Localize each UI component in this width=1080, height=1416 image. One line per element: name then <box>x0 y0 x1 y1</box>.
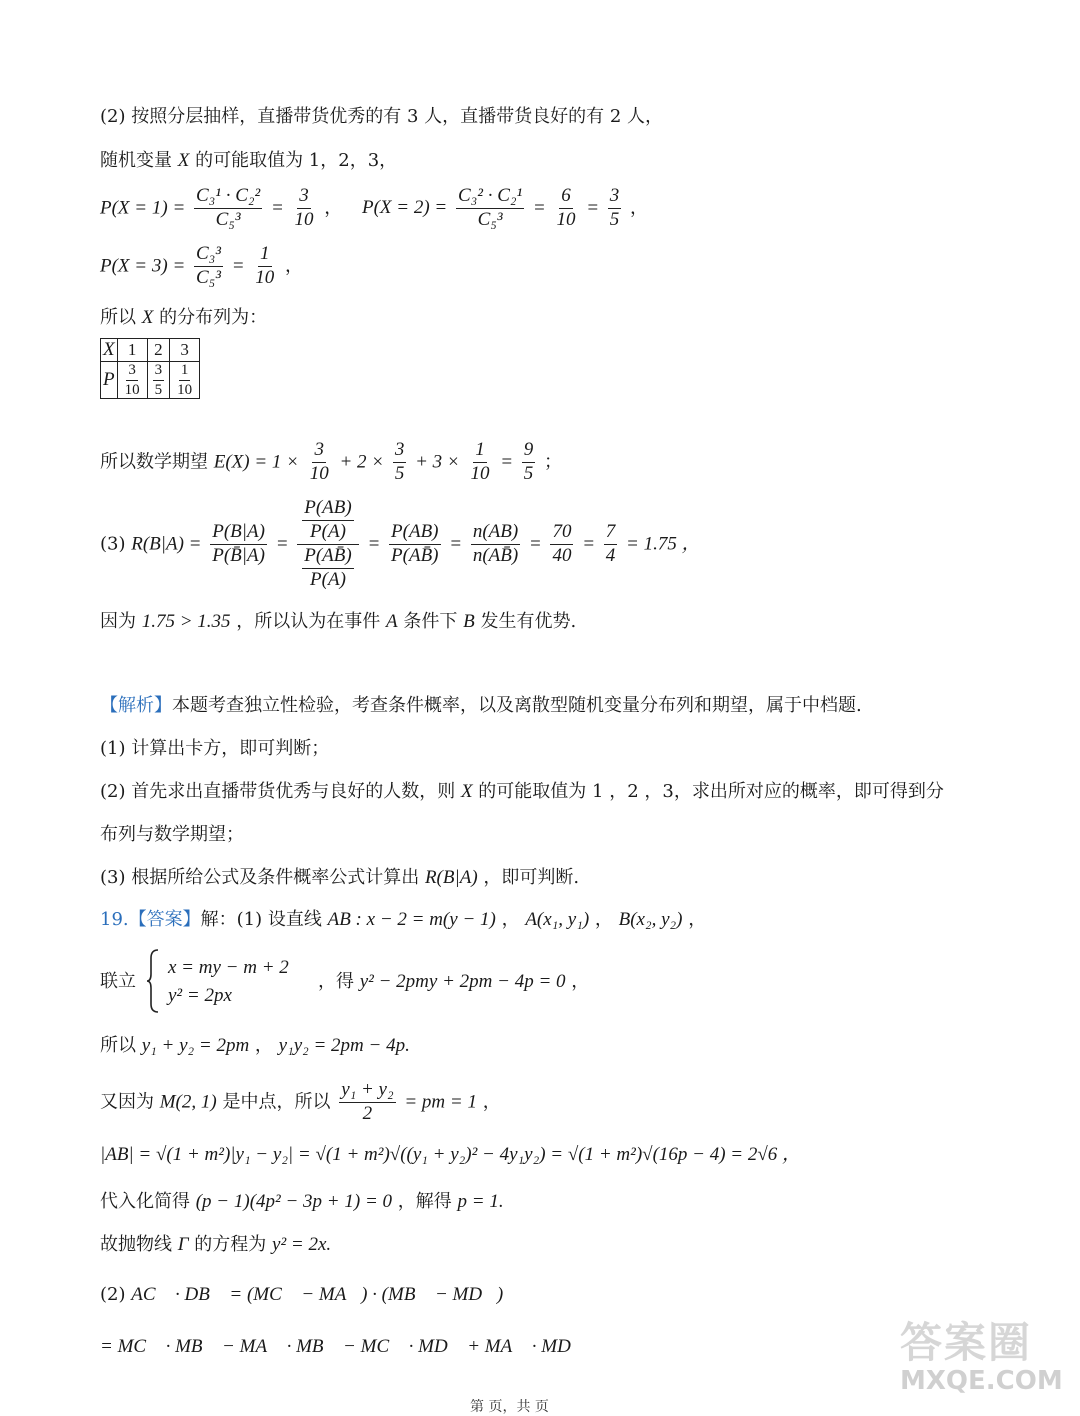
numerator: 9 <box>522 440 536 463</box>
math: y² − 2pmy + 2pm − 4p = 0 <box>359 971 566 992</box>
text: ，即可判断. <box>483 867 580 888</box>
fraction <box>339 1080 395 1125</box>
math: X <box>141 307 154 328</box>
denominator: 10 <box>309 462 329 484</box>
math: P(X = 2) = <box>361 197 448 219</box>
fraction <box>302 498 353 543</box>
denominator: P(A) <box>310 520 346 542</box>
text-line <box>100 866 579 890</box>
math: = <box>275 533 289 555</box>
math: E(X) = 1 × <box>213 451 299 473</box>
text: ， <box>324 197 343 219</box>
numerator: P(AB̄) <box>302 546 353 569</box>
numerator: 3 <box>126 362 138 381</box>
denominator: 10 <box>177 381 193 398</box>
denominator: 10 <box>124 381 140 398</box>
left-brace <box>146 948 160 1014</box>
text: 的可能取值为 1，2，3， <box>195 150 398 171</box>
compound-fraction <box>297 498 358 591</box>
math: P(X = 3) = <box>100 255 186 277</box>
text: ， <box>594 909 613 930</box>
math: AC⃗ · DB⃗ = (MC⃗ − MA⃗) · (MB⃗ − MD⃗) <box>131 1284 504 1305</box>
denominator: 5 <box>154 381 163 398</box>
math: A <box>386 611 398 632</box>
fraction <box>456 186 524 231</box>
text: 解：(1) 设直线 <box>200 909 322 930</box>
text: 的分布列为： <box>159 307 268 328</box>
text: 联立 <box>100 971 136 992</box>
formula-line <box>100 440 562 485</box>
denominator: P(B̄|A) <box>212 544 265 566</box>
numerator: 3 <box>393 440 407 463</box>
formula-line <box>100 498 701 591</box>
denominator: C₅³ <box>215 208 241 230</box>
question-number: 19. <box>100 909 129 930</box>
text-line: (2) 按照分层抽样，直播带货优秀的有 3 人，直播带货良好的有 2 人， <box>100 106 664 127</box>
fraction <box>302 546 353 591</box>
page-footer: 第 页，共 页 <box>470 1399 549 1415</box>
math: + 2 × <box>339 451 385 473</box>
text: (3) <box>100 533 126 555</box>
formula-line <box>100 186 648 231</box>
math: B(x₂, y₂) <box>618 909 683 930</box>
table-cell: 1 <box>117 339 147 362</box>
math: y₁y₂ = 2pm − 4p. <box>278 1035 410 1056</box>
text: 故抛物线 <box>100 1234 172 1255</box>
fraction <box>153 362 165 398</box>
text-line <box>100 780 944 804</box>
text: 的方程为 <box>194 1234 267 1255</box>
text: (2) 首先求出直播带货优秀与良好的人数，则 <box>100 781 456 802</box>
denominator: 10 <box>470 462 490 484</box>
text: 的可能取值为 1 ，2 ，3，求出所对应的概率，即可得到分 <box>478 781 944 802</box>
denominator: 10 <box>255 266 275 288</box>
table-cell <box>117 362 147 399</box>
math: M(2, 1) <box>159 1091 217 1113</box>
watermark-logo: 答案圈 <box>900 1318 1033 1367</box>
math: = <box>270 197 284 219</box>
text: ， <box>571 971 590 992</box>
table-cell: 3 <box>170 339 200 362</box>
text: (3) 根据所给公式及条件概率公式计算出 <box>100 867 420 888</box>
fraction <box>393 440 407 485</box>
numerator: 3 <box>608 186 622 209</box>
text-line: (1) 计算出卡方，即可判断； <box>100 738 330 759</box>
formula-line <box>100 1080 501 1125</box>
text: 又因为 <box>100 1091 154 1113</box>
text: 本题考查独立性检验，考查条件概率，以及离散型随机变量分布列和期望，属于中档题. <box>172 695 862 716</box>
numerator: P(B|A) <box>210 522 267 545</box>
text: ，得 <box>318 971 354 992</box>
fraction <box>389 522 440 567</box>
fraction <box>468 440 491 485</box>
text: ， <box>482 1091 501 1113</box>
math: y₁ + y₂ = 2pm <box>141 1035 250 1056</box>
text: 所以数学期望 <box>100 451 208 473</box>
math: = <box>528 533 542 555</box>
analysis-tag: 【解析】 <box>100 695 172 716</box>
denominator: P(A) <box>310 568 346 590</box>
numerator: C₃³ <box>194 244 223 267</box>
text-line <box>100 694 862 718</box>
numerator: C₃² · C₂¹ <box>456 186 524 209</box>
text: 发生有优势. <box>480 611 577 632</box>
fraction <box>293 186 316 231</box>
text: ， <box>630 197 648 219</box>
numerator: 3 <box>297 186 311 209</box>
table-cell <box>170 362 200 399</box>
math: Γ <box>177 1234 189 1255</box>
denominator: n(AB̄) <box>472 544 519 566</box>
text-line <box>100 1233 331 1257</box>
fraction <box>253 244 276 289</box>
denominator: 5 <box>609 208 620 230</box>
fraction <box>308 440 331 485</box>
math: = <box>500 451 514 473</box>
denominator: P(AB̄) <box>391 544 439 566</box>
text-line <box>100 610 576 634</box>
denominator: 5 <box>394 462 405 484</box>
watermark-text: MXQE.COM <box>900 1366 1063 1396</box>
text-line <box>318 970 589 994</box>
watermark <box>900 1310 1070 1405</box>
formula-line <box>100 244 303 289</box>
text: ； <box>544 451 563 473</box>
math: = <box>582 533 596 555</box>
numerator: n(AB) <box>471 522 520 545</box>
math: R(B|A) = <box>131 533 202 555</box>
numerator <box>297 498 358 545</box>
math: 1.75 > 1.35 <box>141 611 231 632</box>
math: A(x₁, y₁) <box>525 909 590 930</box>
text-line <box>100 306 267 330</box>
table-cell <box>147 362 170 399</box>
text-line <box>100 1190 504 1214</box>
denominator: 2 <box>362 1102 373 1124</box>
fraction <box>471 522 520 567</box>
distribution-table <box>100 338 200 399</box>
math: (p − 1)(4p² − 3p + 1) = 0 <box>195 1191 393 1212</box>
math: X <box>177 150 190 171</box>
denominator: C₅³ <box>477 208 503 230</box>
fraction <box>123 362 142 398</box>
text: ， <box>285 255 304 277</box>
math: AB : x − 2 = m(y − 1) <box>327 909 496 930</box>
math: p = 1. <box>457 1191 504 1212</box>
numerator: y₁ + y₂ <box>339 1080 395 1103</box>
numerator: 3 <box>153 362 165 381</box>
table-row <box>101 362 200 399</box>
numerator: 1 <box>179 362 191 381</box>
text: 是中点，所以 <box>222 1091 331 1113</box>
numerator: C₃¹ · C₂² <box>194 186 262 209</box>
text-line <box>100 970 136 994</box>
table-cell: X <box>101 339 118 362</box>
math: = <box>449 533 463 555</box>
text: ，解得 <box>397 1191 452 1212</box>
fraction <box>554 186 577 231</box>
numerator: 3 <box>312 440 326 463</box>
formula-line <box>100 1283 503 1307</box>
text: 所以 <box>100 307 136 328</box>
text: 因为 <box>100 611 136 632</box>
table-row <box>101 339 200 362</box>
math: B <box>463 611 475 632</box>
denominator: C₅³ <box>196 266 221 288</box>
numerator: 6 <box>559 186 573 209</box>
fraction <box>194 186 262 231</box>
math: R(B|A) <box>424 867 478 888</box>
text: ， <box>688 909 707 930</box>
formula-line: = MC⃗ · MB⃗ − MA⃗ · MB⃗ − MC⃗ · MD⃗ + MA⃗ · MD⃗ <box>100 1336 586 1357</box>
math: + 3 × <box>415 451 460 473</box>
denominator: 10 <box>556 208 576 230</box>
table-cell: 2 <box>147 339 170 362</box>
denominator: 4 <box>605 544 616 566</box>
system-equation-2: y² = 2px <box>168 985 232 1006</box>
text: 随机变量 <box>100 150 172 171</box>
text: 代入化简得 <box>100 1191 190 1212</box>
math: = 1.75 ， <box>626 533 701 555</box>
text: ，所以认为在事件 <box>236 611 381 632</box>
math: = pm = 1 <box>404 1091 477 1113</box>
fraction <box>175 362 194 398</box>
text-line <box>100 149 397 173</box>
denominator <box>297 545 358 591</box>
fraction <box>194 244 223 289</box>
math: y² = 2x. <box>272 1234 332 1255</box>
fraction <box>608 186 622 231</box>
text-line: 布列与数学期望； <box>100 824 244 845</box>
math: = <box>586 197 600 219</box>
fraction <box>604 522 618 567</box>
text: ， <box>254 1035 273 1056</box>
math: P(X = 1) = <box>100 197 186 219</box>
numerator: 1 <box>258 244 272 267</box>
text: (2) <box>100 1284 126 1305</box>
text-line <box>100 908 706 932</box>
denominator: 10 <box>294 208 314 230</box>
math: X <box>460 781 473 802</box>
math: = <box>231 255 245 277</box>
denominator: 40 <box>552 544 572 566</box>
text: 所以 <box>100 1035 136 1056</box>
fraction <box>522 440 536 485</box>
numerator: 1 <box>473 440 487 463</box>
text: ， <box>501 909 520 930</box>
text-line <box>100 1034 410 1058</box>
fraction <box>550 522 573 567</box>
math: = <box>532 197 546 219</box>
numerator: P(AB) <box>389 522 440 545</box>
answer-tag: 【答案】 <box>128 909 201 930</box>
system-equation-1: x = my − m + 2 <box>168 957 289 978</box>
formula-line: |AB| = √(1 + m²)|y₁ − y₂| = √(1 + m²)√((y₁ + y₂)² − 4y₁y₂) = √(1 + m²)√(16p − 4) = 2√6 ， <box>100 1144 802 1165</box>
numerator: 70 <box>550 522 573 545</box>
table-cell: P <box>101 362 118 399</box>
math: = <box>367 533 381 555</box>
text: 条件下 <box>403 611 458 632</box>
numerator: 7 <box>604 522 618 545</box>
numerator: P(AB) <box>302 498 353 521</box>
denominator: 5 <box>523 462 534 484</box>
fraction <box>210 522 267 567</box>
